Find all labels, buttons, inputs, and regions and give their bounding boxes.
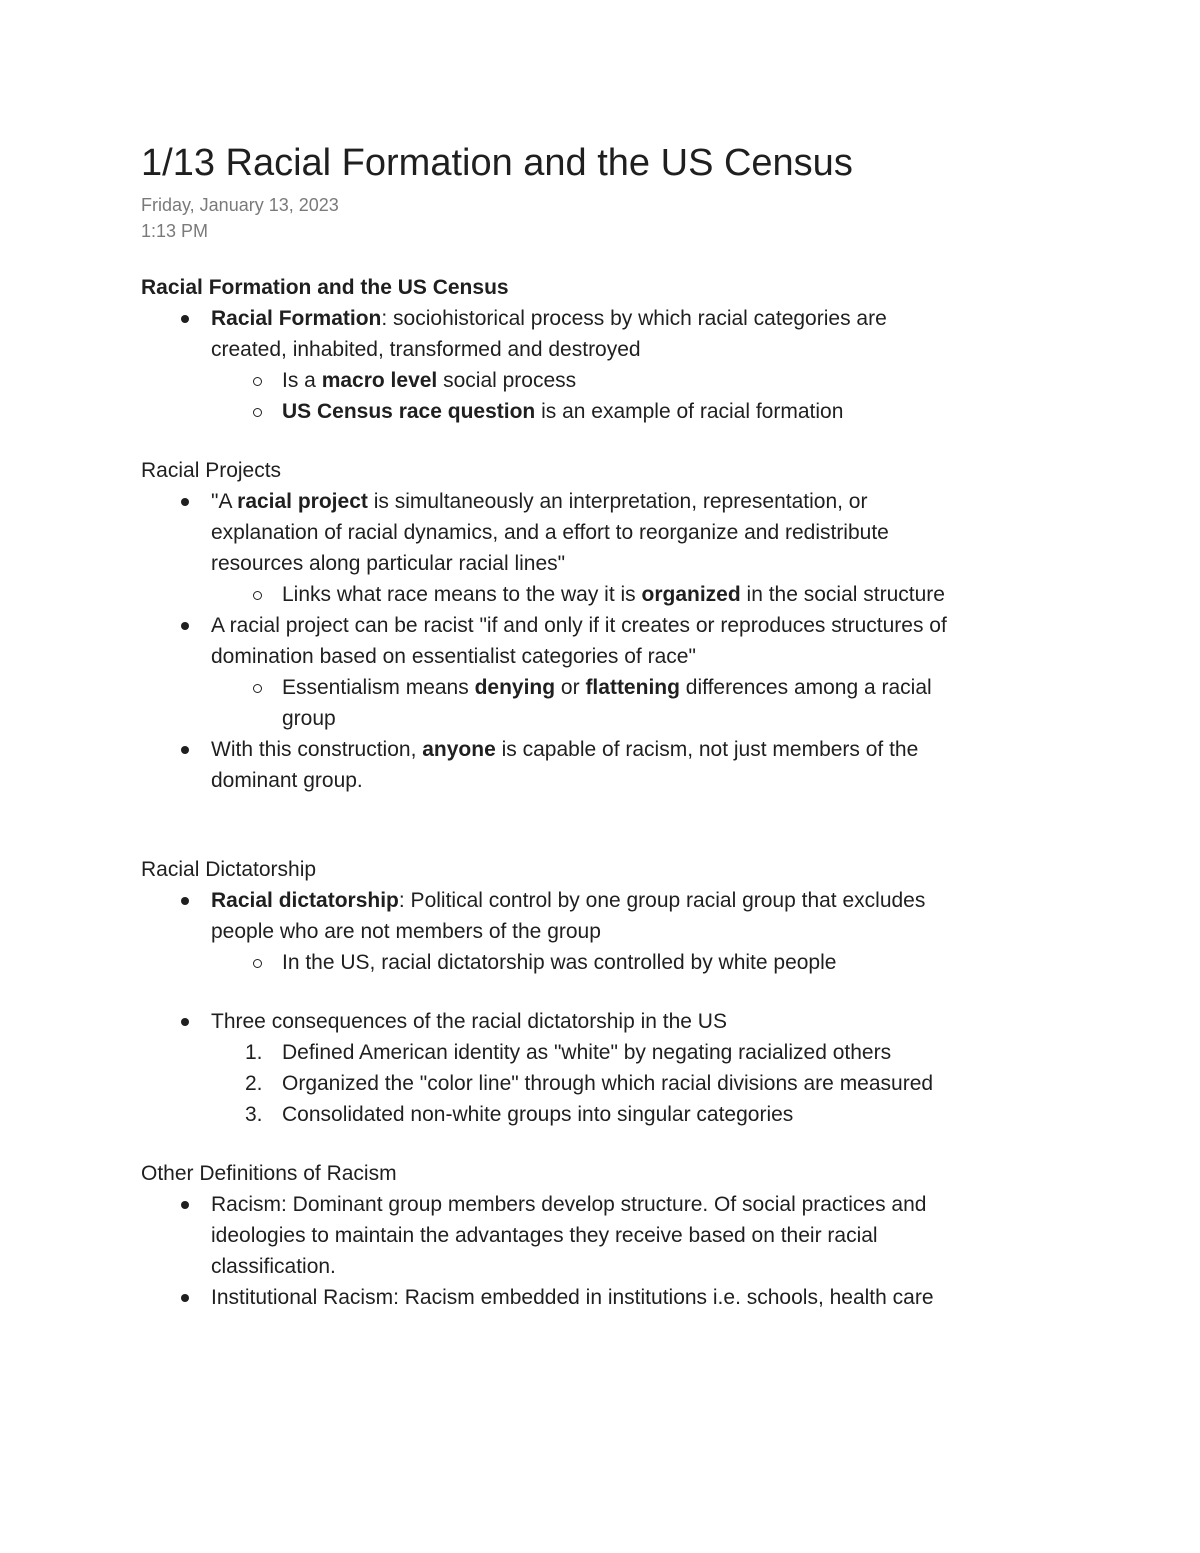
- bullet-list: [141, 486, 1061, 796]
- note-content: [141, 140, 1061, 1313]
- list-item: Three consequences of the racial dictatorship in the US 1. Defined American identity as "white" by negating racialized others 2. Organized the "color line" through which racial divisions are measured 3. Consolidated non-white groups into singular categories: [141, 1006, 1061, 1130]
- list-item: Essentialism means denying or flattening differences among a racial group: [211, 672, 1061, 734]
- page-title: 1/13 Racial Formation and the US Census: [141, 142, 853, 184]
- list-item: Institutional Racism: Racism embedded in institutions i.e. schools, health care: [211, 1286, 934, 1309]
- bullet-list: [141, 1006, 1061, 1130]
- list-item: 2. Organized the "color line" through which racial divisions are measured: [245, 1072, 934, 1095]
- list-item: In the US, racial dictatorship was controlled by white people: [211, 947, 1061, 978]
- sub-bullet-list: [211, 579, 1061, 610]
- note-date: Friday, January 13, 2023: [141, 195, 339, 215]
- section-heading-other-definitions: Other Definitions of Racism: [141, 1162, 397, 1185]
- numbered-list: [211, 1037, 1061, 1130]
- list-item: 3. Consolidated non-white groups into singular categories: [245, 1103, 794, 1126]
- sub-bullet-list: [211, 672, 1061, 734]
- sub-bullet-list: [211, 947, 1061, 978]
- term-racial-dictatorship: Racial dictatorship: [211, 889, 399, 912]
- bullet-list: [141, 1189, 1061, 1313]
- section-heading-racial-dictatorship: Racial Dictatorship: [141, 858, 317, 881]
- list-item: US Census race question is an example of racial formation: [211, 396, 1061, 427]
- note-time: 1:13 PM: [141, 221, 209, 241]
- section-heading-racial-projects: Racial Projects: [141, 459, 282, 482]
- list-item: A racial project can be racist "if and only if it creates or reproduces structures of domination based on essentialist categories of race" Essentialism means denying or flattening differences among a racial group: [141, 610, 1061, 734]
- list-item: Links what race means to the way it is organized in the social structure: [211, 579, 1061, 610]
- term-racial-project: racial project: [237, 490, 368, 513]
- bullet-list: [141, 885, 1061, 978]
- list-item: Racial Formation: sociohistorical process by which racial categories are created, inhabited, transformed and destroyed Is a macro level social process US Census race question is an example of racial formation: [141, 303, 1061, 427]
- list-item: Racism: Dominant group members develop structure. Of social practices and ideologies to maintain the advantages they receive based on their racial classification.: [211, 1193, 927, 1278]
- section-heading-racial-formation: Racial Formation and the US Census: [141, 276, 509, 299]
- list-item: With this construction, anyone is capable of racism, not just members of the dominant group.: [211, 738, 919, 792]
- list-item: Racial dictatorship: Political control by one group racial group that excludes people who are not members of the group In the US, racial dictatorship was controlled by white people: [141, 885, 1061, 978]
- term-racial-formation: Racial Formation: [211, 307, 382, 330]
- list-item: 1. Defined American identity as "white" by negating racialized others: [245, 1041, 892, 1064]
- sub-bullet-list: [211, 365, 1061, 427]
- list-item: Is a macro level social process: [211, 365, 1061, 396]
- bullet-list: [141, 303, 1061, 427]
- list-item: "A racial project is simultaneously an interpretation, representation, or explanation of racial dynamics, and a effort to reorganize and redistribute resources along particular racial lines" Links what race means to the way it is organized in the social structure: [141, 486, 1061, 610]
